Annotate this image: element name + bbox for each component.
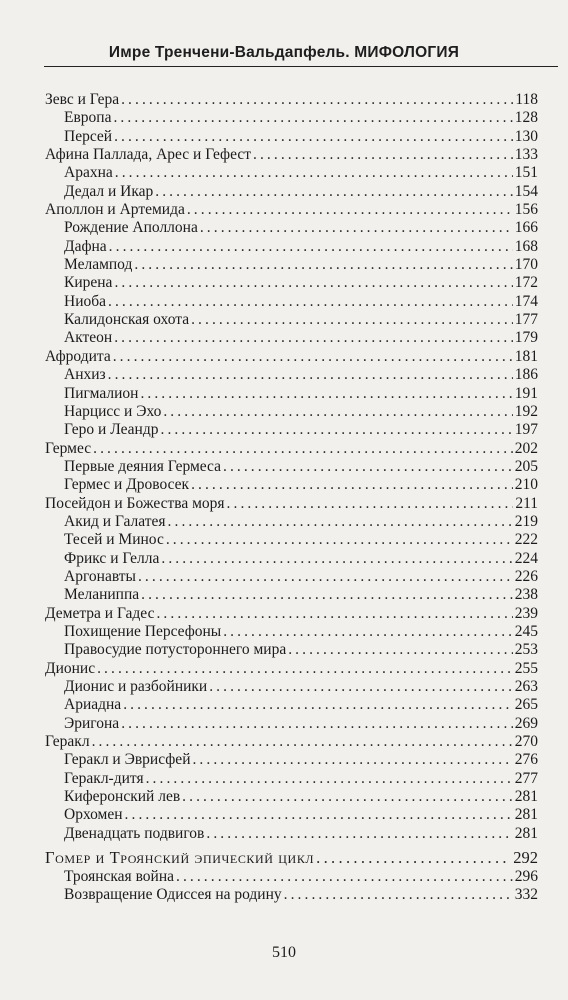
dot-leader	[121, 715, 513, 733]
toc-entry-title: Геракл и Эврисфей	[64, 751, 191, 769]
toc-entry-page: 238	[514, 586, 538, 604]
dot-leader	[114, 128, 513, 146]
toc-entry-page: 130	[514, 127, 538, 145]
toc-subentry	[45, 715, 538, 733]
toc-entry-page: 277	[514, 769, 538, 787]
toc-entry-page: 265	[514, 696, 538, 714]
toc-entry-page: 281	[514, 824, 538, 842]
dot-leader	[206, 825, 512, 843]
toc-subentry	[45, 458, 538, 476]
toc-entry	[45, 733, 538, 751]
toc-entry-title: Аргонавты	[64, 567, 136, 585]
dot-leader	[156, 605, 512, 623]
dot-leader	[92, 733, 513, 751]
toc-entry-title: Кирена	[64, 274, 113, 292]
page-number: 510	[272, 944, 296, 961]
toc-entry-title: Аполлон и Артемида	[45, 201, 185, 219]
toc-subentry	[45, 256, 538, 274]
toc-entry-page: 210	[514, 476, 538, 494]
dot-leader	[166, 531, 513, 549]
header-rule	[44, 66, 558, 67]
toc-entry-title: Первые деяния Гермеса	[64, 457, 221, 475]
toc-entry-page: 192	[514, 402, 538, 420]
toc-entry	[45, 495, 538, 513]
toc-entry	[45, 201, 538, 219]
toc-entry-page: 170	[514, 256, 538, 274]
toc-subentry	[45, 641, 538, 659]
toc-entry-page: 154	[514, 182, 538, 200]
toc-subentry	[45, 238, 538, 256]
toc-part-entry	[45, 848, 538, 868]
toc-subentry	[45, 421, 538, 439]
toc-entry-title: Актеон	[64, 329, 113, 347]
toc-entry-title: Троянская война	[64, 868, 174, 886]
toc-subentry	[45, 109, 538, 127]
toc-subentry	[45, 678, 538, 696]
toc-entry-title: Двенадцать подвигов	[64, 824, 205, 842]
toc-entry-page: 133	[514, 146, 538, 164]
toc-subentry	[45, 751, 538, 769]
toc-entry-title: Дионис	[45, 659, 96, 677]
toc-entry-title: Европа	[64, 109, 112, 127]
toc-entry-title: Гермес и Дровосек	[64, 476, 190, 494]
toc-entry-title: Афина Паллада, Арес и Гефест	[45, 146, 252, 164]
toc-subentry	[45, 886, 538, 904]
dot-leader	[114, 274, 512, 292]
toc-entry-title: Геракл	[45, 733, 90, 751]
toc-entry-title: Похищение Персефоны	[64, 622, 222, 640]
toc-entry	[45, 660, 538, 678]
toc-entry-title: Акид и Галатея	[64, 512, 166, 530]
dot-leader	[123, 696, 513, 714]
toc-entry-title: Возвращение Одиссея на родину	[64, 886, 282, 904]
toc-entry-page: 186	[514, 366, 538, 384]
toc-subentry	[45, 806, 538, 824]
toc-subentry	[45, 311, 538, 329]
toc-subentry	[45, 531, 538, 549]
toc-entry-page: 211	[515, 494, 538, 512]
toc-subentry	[45, 696, 538, 714]
toc-subentry	[45, 403, 538, 421]
toc-entry-page: 177	[514, 311, 538, 329]
toc-entry-title: Нарцисс и Эхо	[64, 402, 162, 420]
toc-subentry	[45, 128, 538, 146]
dot-leader	[284, 886, 513, 904]
toc-subentry	[45, 623, 538, 641]
toc-entry	[45, 146, 538, 164]
toc-subentry	[45, 476, 538, 494]
toc-entry-title: Орхомен	[64, 806, 123, 824]
toc-subentry	[45, 788, 538, 806]
dot-leader	[155, 183, 513, 201]
dot-leader	[146, 770, 513, 788]
dot-leader	[192, 751, 512, 769]
toc-entry-page: 181	[514, 347, 538, 365]
dot-leader	[113, 348, 513, 366]
toc-subentry	[45, 183, 538, 201]
dot-leader	[109, 238, 513, 256]
toc-subentry	[45, 550, 538, 568]
toc-entry-page: 219	[514, 512, 538, 530]
toc-entry-page: 269	[514, 714, 538, 732]
dot-leader	[191, 476, 513, 494]
toc-entry-title: Анхиз	[64, 366, 106, 384]
toc-entry-page: 276	[514, 751, 538, 769]
toc-entry-page: 281	[514, 806, 538, 824]
toc-entry-page: 168	[514, 237, 538, 255]
toc-entry-page: 174	[514, 292, 538, 310]
dot-leader	[108, 366, 513, 384]
toc-entry-page: 197	[514, 421, 538, 439]
toc-entry-title: Геро и Леандр	[64, 421, 159, 439]
toc-entry-page: 245	[514, 622, 538, 640]
toc-entry-page: 128	[514, 109, 538, 127]
toc-subentry	[45, 586, 538, 604]
dot-leader	[187, 201, 513, 219]
toc-subentry	[45, 164, 538, 182]
toc-subentry	[45, 513, 538, 531]
toc-entry-page: 226	[514, 567, 538, 585]
dot-leader	[168, 513, 513, 531]
dot-leader	[223, 458, 513, 476]
toc-entry-title: Посейдон и Божества моря	[45, 494, 225, 512]
dot-leader	[138, 568, 513, 586]
dot-leader	[115, 164, 513, 182]
dot-leader	[161, 550, 512, 568]
toc-entry-title: Фрикс и Гелла	[64, 549, 160, 567]
toc-entry-title: Тесей и Минос	[64, 531, 164, 549]
toc-entry	[45, 91, 538, 109]
dot-leader	[200, 219, 513, 237]
dot-leader	[134, 256, 512, 274]
toc-subentry	[45, 366, 538, 384]
toc-entry-page: 179	[514, 329, 538, 347]
dot-leader	[316, 848, 511, 868]
toc-entry-title: Персей	[64, 127, 113, 145]
running-header: Имре Тренчени-Вальдапфель. МИФОЛОГИЯ	[108, 44, 460, 61]
toc-entry-title: Геракл-дитя	[64, 769, 144, 787]
dot-leader	[253, 146, 513, 164]
toc-entry-page: 239	[514, 604, 538, 622]
toc-entry-page: 222	[514, 531, 538, 549]
toc-entry-page: 296	[514, 868, 538, 886]
dot-leader	[114, 329, 513, 347]
toc-subentry	[45, 825, 538, 843]
toc-entry-page: 224	[514, 549, 538, 567]
toc-entry-title: Дафна	[64, 237, 107, 255]
dot-leader	[125, 806, 513, 824]
toc-entry-title: Афродита	[45, 347, 111, 365]
toc-entry-page: 281	[514, 788, 538, 806]
dot-leader	[191, 311, 513, 329]
toc-entry-title: Мелампод	[64, 256, 133, 274]
dot-leader	[182, 788, 513, 806]
toc-subentry	[45, 568, 538, 586]
dot-leader	[223, 623, 513, 641]
toc-entry-page: 253	[514, 641, 538, 659]
toc-entry-title: Арахна	[64, 164, 113, 182]
toc-entry	[45, 348, 538, 366]
toc-subentry	[45, 329, 538, 347]
toc-entry-title: Пигмалион	[64, 384, 139, 402]
dot-leader	[97, 660, 513, 678]
toc-subentry	[45, 293, 538, 311]
dot-leader	[161, 421, 513, 439]
toc-entry-page: 118	[515, 91, 538, 108]
toc-entry-title: Гермес	[45, 439, 92, 457]
dot-leader	[163, 403, 512, 421]
toc-entry	[45, 605, 538, 623]
dot-leader	[140, 385, 512, 403]
toc-entry-title: Эригона	[64, 714, 120, 732]
toc-entry-title: Киферонский лев	[64, 788, 181, 806]
dot-leader	[176, 868, 513, 886]
toc-entry-title: Деметра и Гадес	[45, 604, 155, 622]
dot-leader	[108, 293, 513, 311]
toc-entry-title: Ниоба	[64, 292, 107, 310]
dot-leader	[209, 678, 513, 696]
toc-entry-title: Меланиппа	[64, 586, 140, 604]
toc-entry-title: Дедал и Икар	[64, 182, 154, 200]
toc-entry-page: 191	[514, 384, 538, 402]
dot-leader	[227, 495, 514, 513]
toc-entry-title: Зевс и Гера	[45, 91, 120, 108]
toc-entry-page: 166	[514, 219, 538, 237]
toc-subentry	[45, 219, 538, 237]
toc-entry-page: 292	[513, 848, 538, 868]
dot-leader	[113, 109, 512, 127]
toc-entry-page: 270	[514, 733, 538, 751]
toc-entry-page: 172	[514, 274, 538, 292]
toc-entry-page: 156	[514, 201, 538, 219]
toc-entry-title: Дионис и разбойники	[64, 678, 208, 695]
toc-entry-title: Гомер и Троянский эпический цикл	[45, 848, 315, 868]
dot-leader	[141, 586, 513, 604]
toc-subentry	[45, 868, 538, 886]
toc-subentry	[45, 385, 538, 403]
toc-entry-title: Правосудие потустороннего мира	[64, 641, 287, 659]
toc-entry-page: 205	[514, 457, 538, 475]
toc-entry-page: 263	[514, 678, 538, 695]
toc-entry	[45, 440, 538, 458]
dot-leader	[93, 440, 513, 458]
toc-entry-title: Калидонская охота	[64, 311, 190, 329]
toc-entry-page: 202	[514, 439, 538, 457]
toc-entry-page: 255	[514, 659, 538, 677]
dot-leader	[288, 641, 513, 659]
toc-entry-title: Рождение Аполлона	[64, 219, 198, 237]
toc-entry-page: 332	[514, 886, 538, 904]
table-of-contents	[45, 91, 538, 905]
toc-subentry	[45, 274, 538, 292]
toc-entry-title: Ариадна	[64, 696, 122, 714]
toc-entry-page: 151	[514, 164, 538, 182]
dot-leader	[121, 91, 513, 109]
toc-subentry	[45, 770, 538, 788]
